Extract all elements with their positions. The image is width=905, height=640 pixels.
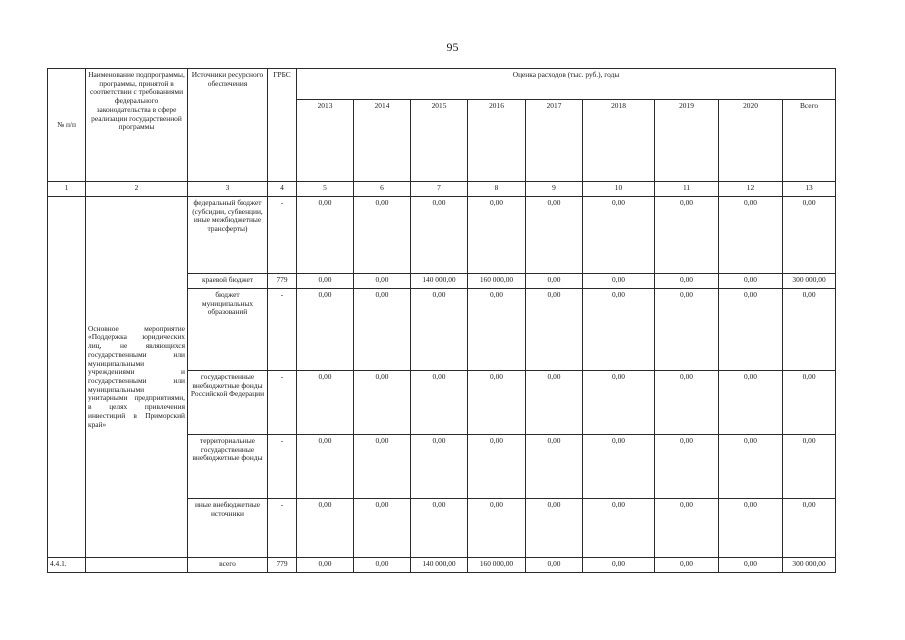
header-name: Наименование подпрограммы, программы, принятой в соответствии с требованиями федерального законодательства в сфере реализации государственной программы bbox=[86, 69, 188, 182]
header-grbs: ГРБС bbox=[268, 69, 297, 182]
table-row bbox=[48, 197, 836, 274]
source-cell: государственные внебюджетные фонды Российской Федерации bbox=[188, 371, 268, 435]
value-cell: 0,00 bbox=[526, 371, 583, 435]
value-cell: 0,00 bbox=[655, 289, 719, 371]
year-2015: 2015 bbox=[411, 100, 468, 182]
value-cell: 0,00 bbox=[655, 558, 719, 573]
value-cell: 0,00 bbox=[783, 289, 836, 371]
value-cell: 0,00 bbox=[583, 371, 655, 435]
value-cell: 0,00 bbox=[468, 289, 526, 371]
value-cell: 0,00 bbox=[583, 274, 655, 289]
col-number: 3 bbox=[188, 182, 268, 197]
value-cell: 0,00 bbox=[411, 289, 468, 371]
grbs-cell: 779 bbox=[268, 558, 297, 573]
value-cell: 160 000,00 bbox=[468, 274, 526, 289]
value-cell: 0,00 bbox=[468, 197, 526, 274]
year-2013: 2013 bbox=[297, 100, 354, 182]
year-2018: 2018 bbox=[583, 100, 655, 182]
col-number: 6 bbox=[354, 182, 411, 197]
value-cell: 0,00 bbox=[583, 499, 655, 558]
page-number: 95 bbox=[446, 40, 459, 54]
col-number: 13 bbox=[783, 182, 836, 197]
grbs-cell: 779 bbox=[268, 274, 297, 289]
value-cell: 0,00 bbox=[783, 371, 836, 435]
grbs-cell: - bbox=[268, 371, 297, 435]
col-number: 5 bbox=[297, 182, 354, 197]
source-cell: иные внебюджетные источники bbox=[188, 499, 268, 558]
value-cell: 0,00 bbox=[354, 558, 411, 573]
value-cell: 0,00 bbox=[468, 371, 526, 435]
header-estimate: Оценка расходов (тыс. руб.), годы bbox=[297, 69, 836, 100]
value-cell: 0,00 bbox=[526, 558, 583, 573]
year-total: Всего bbox=[783, 100, 836, 182]
col-number: 2 bbox=[86, 182, 188, 197]
value-cell: 0,00 bbox=[719, 274, 783, 289]
value-cell: 0,00 bbox=[468, 499, 526, 558]
value-cell: 0,00 bbox=[354, 274, 411, 289]
value-cell: 0,00 bbox=[297, 197, 354, 274]
col-number: 4 bbox=[268, 182, 297, 197]
value-cell: 0,00 bbox=[411, 435, 468, 499]
value-cell: 0,00 bbox=[354, 371, 411, 435]
value-cell: 0,00 bbox=[526, 435, 583, 499]
value-cell: 0,00 bbox=[783, 499, 836, 558]
row-num: 4.4.1. bbox=[48, 558, 86, 573]
value-cell: 0,00 bbox=[583, 558, 655, 573]
value-cell: 0,00 bbox=[655, 371, 719, 435]
col-number: 10 bbox=[583, 182, 655, 197]
value-cell: 0,00 bbox=[783, 197, 836, 274]
value-cell: 0,00 bbox=[719, 289, 783, 371]
value-cell: 0,00 bbox=[719, 499, 783, 558]
col-number: 1 bbox=[48, 182, 86, 197]
grbs-cell: - bbox=[268, 499, 297, 558]
value-cell: 0,00 bbox=[655, 274, 719, 289]
value-cell: 0,00 bbox=[719, 558, 783, 573]
value-cell: 0,00 bbox=[655, 435, 719, 499]
value-cell: 0,00 bbox=[526, 289, 583, 371]
value-cell: 0,00 bbox=[583, 197, 655, 274]
value-cell: 300 000,00 bbox=[783, 274, 836, 289]
year-2016: 2016 bbox=[468, 100, 526, 182]
value-cell: 0,00 bbox=[354, 197, 411, 274]
year-2014: 2014 bbox=[354, 100, 411, 182]
value-cell: 0,00 bbox=[354, 499, 411, 558]
grbs-cell: - bbox=[268, 197, 297, 274]
value-cell: 0,00 bbox=[411, 499, 468, 558]
value-cell: 0,00 bbox=[719, 197, 783, 274]
source-cell: краевой бюджет bbox=[188, 274, 268, 289]
year-2020: 2020 bbox=[719, 100, 783, 182]
value-cell: 0,00 bbox=[297, 499, 354, 558]
value-cell: 0,00 bbox=[297, 558, 354, 573]
value-cell: 0,00 bbox=[719, 371, 783, 435]
total-row bbox=[48, 558, 836, 573]
value-cell: 0,00 bbox=[526, 499, 583, 558]
col-number: 11 bbox=[655, 182, 719, 197]
value-cell: 0,00 bbox=[655, 197, 719, 274]
year-2017: 2017 bbox=[526, 100, 583, 182]
value-cell: 0,00 bbox=[468, 435, 526, 499]
value-cell: 160 000,00 bbox=[468, 558, 526, 573]
row-name-empty bbox=[86, 558, 188, 573]
source-cell: всего bbox=[188, 558, 268, 573]
source-cell: бюджет муниципальных образований bbox=[188, 289, 268, 371]
value-cell: 300 000,00 bbox=[783, 558, 836, 573]
value-cell: 0,00 bbox=[354, 435, 411, 499]
col-number: 12 bbox=[719, 182, 783, 197]
value-cell: 0,00 bbox=[297, 371, 354, 435]
value-cell: 0,00 bbox=[354, 289, 411, 371]
value-cell: 0,00 bbox=[297, 289, 354, 371]
source-cell: территориальные государственные внебюджетные фонды bbox=[188, 435, 268, 499]
value-cell: 0,00 bbox=[297, 435, 354, 499]
col-number: 9 bbox=[526, 182, 583, 197]
grbs-cell: - bbox=[268, 289, 297, 371]
source-cell: федеральный бюджет (субсидии, субвенции, иные межбюджетные трансферты) bbox=[188, 197, 268, 274]
grbs-cell: - bbox=[268, 435, 297, 499]
value-cell: 0,00 bbox=[583, 435, 655, 499]
value-cell: 0,00 bbox=[719, 435, 783, 499]
value-cell: 0,00 bbox=[583, 289, 655, 371]
value-cell: 0,00 bbox=[783, 435, 836, 499]
main-activity-description: Основное мероприятие «Поддержка юридических лиц, не являющихся государственными или муниципальными учреждениями и государственными или муниципальными унитарными предприятиями, в целях привлечения инвестиций в Приморский край» bbox=[86, 197, 188, 558]
expense-table bbox=[47, 68, 836, 573]
value-cell: 0,00 bbox=[526, 197, 583, 274]
value-cell: 140 000,00 bbox=[411, 274, 468, 289]
value-cell: 0,00 bbox=[297, 274, 354, 289]
value-cell: 0,00 bbox=[526, 274, 583, 289]
col-number: 7 bbox=[411, 182, 468, 197]
value-cell: 140 000,00 bbox=[411, 558, 468, 573]
header-num: № п/п bbox=[48, 69, 86, 182]
value-cell: 0,00 bbox=[655, 499, 719, 558]
value-cell: 0,00 bbox=[411, 197, 468, 274]
year-2019: 2019 bbox=[655, 100, 719, 182]
row-num-empty bbox=[48, 197, 86, 558]
col-number: 8 bbox=[468, 182, 526, 197]
value-cell: 0,00 bbox=[411, 371, 468, 435]
header-source: Источники ресурсного обеспечения bbox=[188, 69, 268, 182]
